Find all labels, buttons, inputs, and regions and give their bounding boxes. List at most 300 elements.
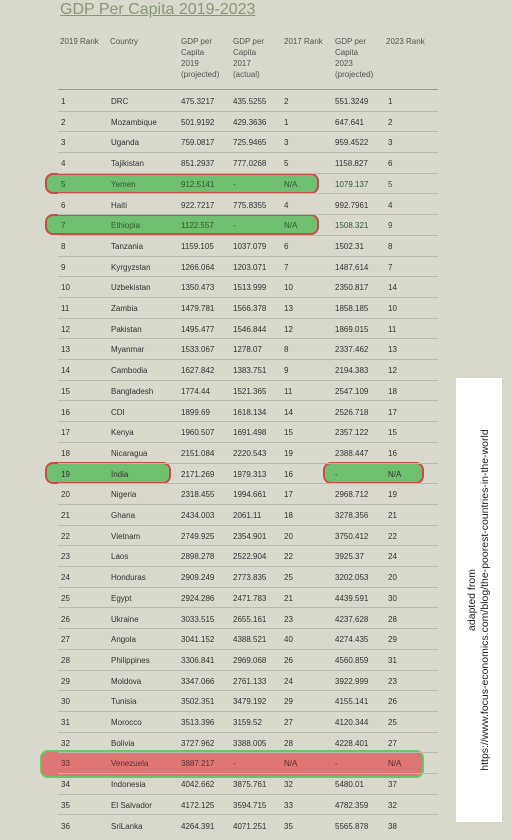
table-row <box>58 753 438 774</box>
cell-country: CDI <box>111 407 125 417</box>
cell-gdp-2019: 851.2937 <box>181 159 215 169</box>
cell-gdp-2017: 4388.521 <box>233 635 267 645</box>
table-row <box>58 733 438 754</box>
cell-2019-rank: 29 <box>61 676 70 686</box>
cell-gdp-2017: 775.8355 <box>233 200 267 210</box>
cell-2023-rank: 10 <box>388 304 397 313</box>
cell-gdp-2019: 922.7217 <box>181 200 215 210</box>
cell-2023-rank: 30 <box>388 593 397 603</box>
table-row <box>58 319 438 340</box>
cell-2023-rank: 9 <box>388 221 393 231</box>
cell-country: El Salvador <box>111 800 152 810</box>
cell-gdp-2023: 4439.591 <box>335 593 369 603</box>
cell-2017-rank: 12 <box>284 324 293 334</box>
cell-2017-rank: 15 <box>284 428 293 438</box>
cell-gdp-2019: 912.5141 <box>181 179 215 189</box>
cell-2019-rank: 21 <box>61 511 70 520</box>
cell-2017-rank: 20 <box>284 531 293 541</box>
cell-gdp-2023: 1502.31 <box>335 241 364 251</box>
header-2019-rank: 2019 Rank <box>60 37 99 46</box>
cell-2017-rank: 18 <box>284 511 293 520</box>
cell-gdp-2017: 1566.378 <box>233 304 267 313</box>
page-title[interactable]: GDP Per Capita 2019-2023 <box>60 1 256 18</box>
cell-gdp-2017: 2761.133 <box>233 676 267 686</box>
cell-country: Morocco <box>111 718 142 727</box>
cell-gdp-2019: 3727.962 <box>181 738 215 748</box>
table-row <box>58 588 438 609</box>
header-gdp-2019: GDP per Capita 2019 (projected) <box>181 37 220 79</box>
cell-2019-rank: 11 <box>61 304 70 313</box>
table-row <box>58 795 438 816</box>
cell-2019-rank: 18 <box>61 448 70 458</box>
cell-2019-rank: 2 <box>61 117 66 127</box>
cell-gdp-2019: 1350.473 <box>181 283 215 293</box>
cell-2017-rank: 10 <box>284 283 293 293</box>
cell-2023-rank: 8 <box>388 241 393 251</box>
cell-country: Pakistan <box>111 324 142 334</box>
cell-2019-rank: 23 <box>61 552 70 562</box>
cell-2023-rank: 37 <box>388 780 397 790</box>
table-row <box>58 629 438 650</box>
cell-gdp-2017: 2773.835 <box>233 573 267 583</box>
table-row <box>58 691 438 712</box>
cell-gdp-2017: 3875.761 <box>233 780 267 790</box>
table-row <box>58 195 438 216</box>
cell-2017-rank: 33 <box>284 800 293 810</box>
cell-gdp-2023: 4782.359 <box>335 800 369 810</box>
cell-2017-rank: 21 <box>284 593 293 603</box>
cell-2023-rank: 14 <box>388 283 397 293</box>
cell-gdp-2023: 1508.321 <box>335 221 369 231</box>
cell-2019-rank: 25 <box>61 593 70 603</box>
cell-gdp-2023: 647.641 <box>335 117 364 127</box>
cell-2023-rank: N/A <box>388 469 402 479</box>
cell-2023-rank: 31 <box>388 655 397 665</box>
cell-2017-rank: N/A <box>284 759 298 769</box>
cell-gdp-2017: 2220.543 <box>233 448 267 458</box>
cell-gdp-2019: 2151.084 <box>181 448 215 458</box>
cell-country: Kenya <box>111 428 134 438</box>
table-row <box>58 236 438 257</box>
cell-2019-rank: 12 <box>61 324 70 334</box>
cell-gdp-2019: 1774.44 <box>181 386 210 396</box>
header-2023-rank: 2023 Rank <box>386 37 425 46</box>
cell-gdp-2019: 501.9192 <box>181 117 215 127</box>
table-row <box>58 443 438 464</box>
cell-country: Tanzania <box>111 241 144 251</box>
cell-country: Bangladesh <box>111 386 154 396</box>
cell-gdp-2019: 2749.925 <box>181 531 215 541</box>
cell-2023-rank: 12 <box>388 366 397 376</box>
table-row <box>58 381 438 402</box>
cell-gdp-2019: 1122.557 <box>181 221 214 231</box>
cell-country: Vietnam <box>111 531 141 541</box>
cell-country: Myanmar <box>111 345 145 355</box>
cell-2019-rank: 14 <box>61 366 70 376</box>
cell-2019-rank: 9 <box>61 262 66 272</box>
cell-gdp-2017: 2655.161 <box>233 614 267 624</box>
source-note-url[interactable]: https://www.focus-economics.com/blog/the-poorest-countries-in-the-world <box>479 429 491 771</box>
cell-2019-rank: 31 <box>61 718 70 727</box>
cell-gdp-2019: 1627.842 <box>181 366 215 376</box>
table-row <box>58 402 438 423</box>
cell-country: Cambodia <box>111 366 148 376</box>
cell-country: Bolivia <box>111 738 135 748</box>
cell-2017-rank: 4 <box>284 200 289 210</box>
cell-country: Honduras <box>111 573 146 583</box>
cell-country: Laos <box>111 552 129 562</box>
cell-gdp-2019: 2434.003 <box>181 511 215 520</box>
cell-2019-rank: 8 <box>61 241 66 251</box>
cell-2017-rank: 8 <box>284 345 289 355</box>
table-row <box>58 277 438 298</box>
cell-gdp-2019: 2898.278 <box>181 552 215 562</box>
cell-gdp-2019: 2909.249 <box>181 573 215 583</box>
cell-gdp-2017: 2471.783 <box>233 593 267 603</box>
cell-2017-rank: 13 <box>284 304 293 313</box>
cell-2023-rank: N/A <box>388 759 402 769</box>
cell-2017-rank: 7 <box>284 262 289 272</box>
cell-gdp-2019: 1960.507 <box>181 428 215 438</box>
cell-2023-rank: 6 <box>388 159 393 169</box>
cell-2019-rank: 28 <box>61 655 70 665</box>
cell-gdp-2019: 1533.067 <box>181 345 215 355</box>
cell-2017-rank: 35 <box>284 821 293 831</box>
cell-country: Kyrgyzstan <box>111 262 151 272</box>
cell-gdp-2023: 551.3249 <box>335 97 369 106</box>
cell-2023-rank: 25 <box>388 718 397 727</box>
cell-gdp-2023: 1858.185 <box>335 304 369 313</box>
source-note <box>456 378 502 822</box>
cell-2023-rank: 19 <box>388 490 397 500</box>
cell-2017-rank: 23 <box>284 614 293 624</box>
cell-2019-rank: 13 <box>61 345 70 355</box>
cell-2023-rank: 7 <box>388 262 393 272</box>
cell-gdp-2017: 2354.901 <box>233 531 267 541</box>
cell-country: Yemen <box>111 179 136 189</box>
cell-2023-rank: 3 <box>388 138 393 148</box>
table-row <box>58 422 438 443</box>
cell-country: Ghana <box>111 511 136 520</box>
cell-2017-rank: 2 <box>284 97 289 106</box>
cell-country: Angola <box>111 635 136 645</box>
cell-country: Ethiopia <box>111 221 140 231</box>
table-row <box>58 339 438 360</box>
cell-2017-rank: 5 <box>284 159 289 169</box>
cell-gdp-2017: 3479.192 <box>233 697 267 707</box>
cell-gdp-2019: 759.0817 <box>181 138 215 148</box>
cell-gdp-2023: 2388.447 <box>335 448 369 458</box>
cell-gdp-2017: - <box>233 759 236 769</box>
cell-2019-rank: 19 <box>61 469 70 479</box>
cell-gdp-2023: 2350.817 <box>335 283 369 293</box>
cell-2019-rank: 5 <box>61 179 66 189</box>
cell-gdp-2019: 2171.269 <box>181 469 215 479</box>
cell-gdp-2017: 1691.498 <box>233 428 267 438</box>
cell-gdp-2019: 3306.841 <box>181 655 215 665</box>
cell-gdp-2023: 5480.01 <box>335 780 364 790</box>
table-row <box>58 546 438 567</box>
cell-gdp-2023: 3750.412 <box>335 531 369 541</box>
cell-2017-rank: 27 <box>284 718 293 727</box>
cell-gdp-2017: 4071.251 <box>233 821 267 831</box>
cell-gdp-2023: 2357.122 <box>335 428 369 438</box>
cell-gdp-2023: 3925.37 <box>335 552 364 562</box>
cell-gdp-2019: 1495.477 <box>181 324 215 334</box>
cell-gdp-2023: 959.4522 <box>335 138 369 148</box>
cell-2023-rank: 21 <box>388 511 397 520</box>
cell-2023-rank: 17 <box>388 407 397 417</box>
cell-gdp-2023: 1487.614 <box>335 262 369 272</box>
cell-2019-rank: 35 <box>61 800 70 810</box>
table-row <box>58 298 438 319</box>
cell-gdp-2019: 475.3217 <box>181 97 215 106</box>
cell-gdp-2017: 1203.071 <box>233 262 267 272</box>
table-row <box>58 712 438 733</box>
cell-gdp-2017: 1618.134 <box>233 407 267 417</box>
cell-gdp-2017: - <box>233 221 236 231</box>
cell-gdp-2019: 2924.286 <box>181 593 215 603</box>
cell-gdp-2017: 1546.844 <box>233 324 267 334</box>
cell-2017-rank: 22 <box>284 552 293 562</box>
cell-country: Uganda <box>111 138 140 148</box>
cell-gdp-2017: 1513.999 <box>233 283 267 293</box>
cell-2017-rank: N/A <box>284 179 298 189</box>
cell-gdp-2023: 4120.344 <box>335 718 369 727</box>
cell-gdp-2019: 1159.105 <box>181 241 214 251</box>
cell-country: Nigeria <box>111 490 137 500</box>
cell-gdp-2017: 1383.751 <box>233 366 267 376</box>
cell-2023-rank: 32 <box>388 800 397 810</box>
table-row <box>58 174 438 195</box>
cell-2017-rank: 17 <box>284 490 293 500</box>
cell-country: Venezuela <box>111 759 149 769</box>
cell-gdp-2019: 3033.515 <box>181 614 215 624</box>
cell-2023-rank: 11 <box>388 324 397 334</box>
cell-2019-rank: 15 <box>61 386 70 396</box>
cell-gdp-2017: 1979.313 <box>233 469 267 479</box>
cell-gdp-2023: 4237.628 <box>335 614 369 624</box>
cell-2023-rank: 38 <box>388 821 397 831</box>
cell-gdp-2017: 1037.079 <box>233 241 267 251</box>
table-row <box>58 774 438 795</box>
cell-gdp-2019: 2318.455 <box>181 490 215 500</box>
cell-gdp-2023: 1079.137 <box>335 179 369 189</box>
cell-country: Indonesia <box>111 780 146 790</box>
cell-country: Philippines <box>111 655 150 665</box>
cell-2017-rank: 14 <box>284 407 293 417</box>
cell-gdp-2019: 4264.391 <box>181 821 215 831</box>
cell-gdp-2017: 777.0268 <box>233 159 267 169</box>
cell-gdp-2023: 2547.109 <box>335 386 369 396</box>
cell-2017-rank: 40 <box>284 635 293 645</box>
cell-2017-rank: 3 <box>284 138 289 148</box>
cell-2017-rank: N/A <box>284 221 298 231</box>
table-row <box>58 215 438 236</box>
header-gdp-2017: GDP per Capita 2017 (actual) <box>233 37 264 79</box>
cell-2023-rank: 20 <box>388 573 397 583</box>
cell-gdp-2023: 3278.356 <box>335 511 369 520</box>
table-row <box>58 91 438 112</box>
cell-gdp-2023: 4560.859 <box>335 655 369 665</box>
cell-gdp-2019: 1266.064 <box>181 262 215 272</box>
cell-country: India <box>111 469 129 479</box>
cell-country: Moldova <box>111 676 142 686</box>
cell-gdp-2023: 2337.462 <box>335 345 369 355</box>
cell-2019-rank: 22 <box>61 531 70 541</box>
cell-gdp-2019: 3513.396 <box>181 718 215 727</box>
cell-2017-rank: 26 <box>284 655 293 665</box>
table-row <box>58 484 438 505</box>
cell-gdp-2019: 3347.066 <box>181 676 215 686</box>
cell-2023-rank: 23 <box>388 676 397 686</box>
cell-2017-rank: 1 <box>284 117 289 127</box>
cell-gdp-2023: 4228.401 <box>335 738 369 748</box>
cell-gdp-2017: 1994.661 <box>233 490 267 500</box>
cell-gdp-2023: 992.7961 <box>335 200 369 210</box>
cell-gdp-2023: - <box>335 469 338 479</box>
cell-2019-rank: 17 <box>61 428 70 438</box>
cell-2023-rank: 15 <box>388 428 397 438</box>
cell-2019-rank: 32 <box>61 738 70 748</box>
table-row <box>58 567 438 588</box>
cell-gdp-2019: 1479.781 <box>181 304 215 313</box>
cell-gdp-2023: 4274.435 <box>335 635 369 645</box>
cell-gdp-2019: 3502.351 <box>181 697 215 707</box>
cell-2023-rank: 16 <box>388 448 397 458</box>
cell-2017-rank: 6 <box>284 241 289 251</box>
cell-gdp-2023: 1869.015 <box>335 324 369 334</box>
cell-2019-rank: 33 <box>61 759 70 769</box>
cell-2019-rank: 27 <box>61 635 70 645</box>
cell-gdp-2023: - <box>335 759 338 769</box>
cell-gdp-2017: 1278.07 <box>233 345 262 355</box>
table-row <box>58 671 438 692</box>
cell-2019-rank: 30 <box>61 697 70 707</box>
cell-2017-rank: 11 <box>284 386 293 396</box>
cell-gdp-2019: 4172.125 <box>181 800 215 810</box>
cell-gdp-2019: 1899.69 <box>181 407 210 417</box>
cell-country: Ukraine <box>111 614 139 624</box>
table-row <box>58 257 438 278</box>
cell-gdp-2023: 3202.053 <box>335 573 369 583</box>
cell-2017-rank: 24 <box>284 676 293 686</box>
cell-gdp-2017: 2061.11 <box>233 511 262 520</box>
cell-2019-rank: 24 <box>61 573 70 583</box>
table-row <box>58 132 438 153</box>
cell-2019-rank: 36 <box>61 821 70 831</box>
cell-2017-rank: 29 <box>284 697 293 707</box>
cell-gdp-2019: 3041.152 <box>181 635 215 645</box>
cell-country: Haiti <box>111 200 128 210</box>
cell-gdp-2017: 3159.52 <box>233 718 262 727</box>
cell-2017-rank: 25 <box>284 573 293 583</box>
cell-2019-rank: 4 <box>61 159 66 169</box>
cell-gdp-2023: 2526.718 <box>335 407 369 417</box>
cell-2017-rank: 9 <box>284 366 289 376</box>
cell-2019-rank: 16 <box>61 407 70 417</box>
cell-gdp-2017: 435.5255 <box>233 97 267 106</box>
cell-country: Zambia <box>111 304 138 313</box>
cell-2019-rank: 26 <box>61 614 70 624</box>
cell-2023-rank: 28 <box>388 614 397 624</box>
cell-2019-rank: 7 <box>61 221 66 231</box>
table-row <box>58 112 438 133</box>
cell-2017-rank: 16 <box>284 469 293 479</box>
cell-gdp-2017: - <box>233 179 236 189</box>
cell-2023-rank: 18 <box>388 386 397 396</box>
cell-gdp-2023: 2194.383 <box>335 366 369 376</box>
cell-2023-rank: 22 <box>388 531 397 541</box>
table-row <box>58 650 438 671</box>
cell-2023-rank: 2 <box>388 117 393 127</box>
header-country: Country <box>110 37 139 46</box>
cell-gdp-2017: 3388.005 <box>233 738 267 748</box>
header-divider <box>58 89 438 90</box>
cell-2023-rank: 24 <box>388 552 397 562</box>
cell-2023-rank: 1 <box>388 97 393 106</box>
cell-country: Uzbekistan <box>111 283 151 293</box>
table-row <box>58 464 438 485</box>
cell-country: Tajikistan <box>111 159 144 169</box>
header-2017-rank: 2017 Rank <box>284 37 323 46</box>
cell-2019-rank: 10 <box>61 283 70 293</box>
cell-gdp-2017: 2969.068 <box>233 655 267 665</box>
cell-gdp-2017: 725.9465 <box>233 138 267 148</box>
cell-2023-rank: 13 <box>388 345 397 355</box>
table-row <box>58 816 438 837</box>
cell-country: Mozambique <box>111 117 157 127</box>
cell-2017-rank: 32 <box>284 780 293 790</box>
cell-gdp-2019: 3887.217 <box>181 759 215 769</box>
cell-2023-rank: 5 <box>388 179 393 189</box>
cell-2017-rank: 28 <box>284 738 293 748</box>
table-row <box>58 153 438 174</box>
cell-gdp-2023: 1158.827 <box>335 159 368 169</box>
cell-country: Egypt <box>111 593 132 603</box>
table-row <box>58 526 438 547</box>
cell-gdp-2019: 4042.662 <box>181 780 215 790</box>
cell-gdp-2017: 1521.365 <box>233 386 267 396</box>
cell-country: Nicaragua <box>111 448 148 458</box>
cell-country: DRC <box>111 97 129 106</box>
cell-2019-rank: 3 <box>61 138 66 148</box>
source-note-line1: adapted from <box>466 569 478 631</box>
cell-gdp-2017: 2522.904 <box>233 552 267 562</box>
cell-2019-rank: 1 <box>61 97 66 106</box>
table-row <box>58 505 438 526</box>
cell-gdp-2023: 3922.999 <box>335 676 369 686</box>
cell-2017-rank: 19 <box>284 448 293 458</box>
table-row <box>58 609 438 630</box>
cell-2023-rank: 4 <box>388 200 393 210</box>
cell-2023-rank: 27 <box>388 738 397 748</box>
cell-2023-rank: 26 <box>388 697 397 707</box>
table-row <box>58 360 438 381</box>
cell-gdp-2023: 2968.712 <box>335 490 369 500</box>
cell-2019-rank: 34 <box>61 780 70 790</box>
cell-country: Tunisia <box>111 697 137 707</box>
cell-gdp-2017: 3594.715 <box>233 800 267 810</box>
cell-gdp-2017: 429.3636 <box>233 117 267 127</box>
cell-2023-rank: 29 <box>388 635 397 645</box>
cell-gdp-2023: 4155.141 <box>335 697 369 707</box>
cell-2019-rank: 20 <box>61 490 70 500</box>
cell-gdp-2023: 5565.878 <box>335 821 369 831</box>
cell-2019-rank: 6 <box>61 200 66 210</box>
header-gdp-2023: GDP per Capita 2023 (projected) <box>335 37 374 79</box>
cell-country: SriLanka <box>111 821 143 831</box>
